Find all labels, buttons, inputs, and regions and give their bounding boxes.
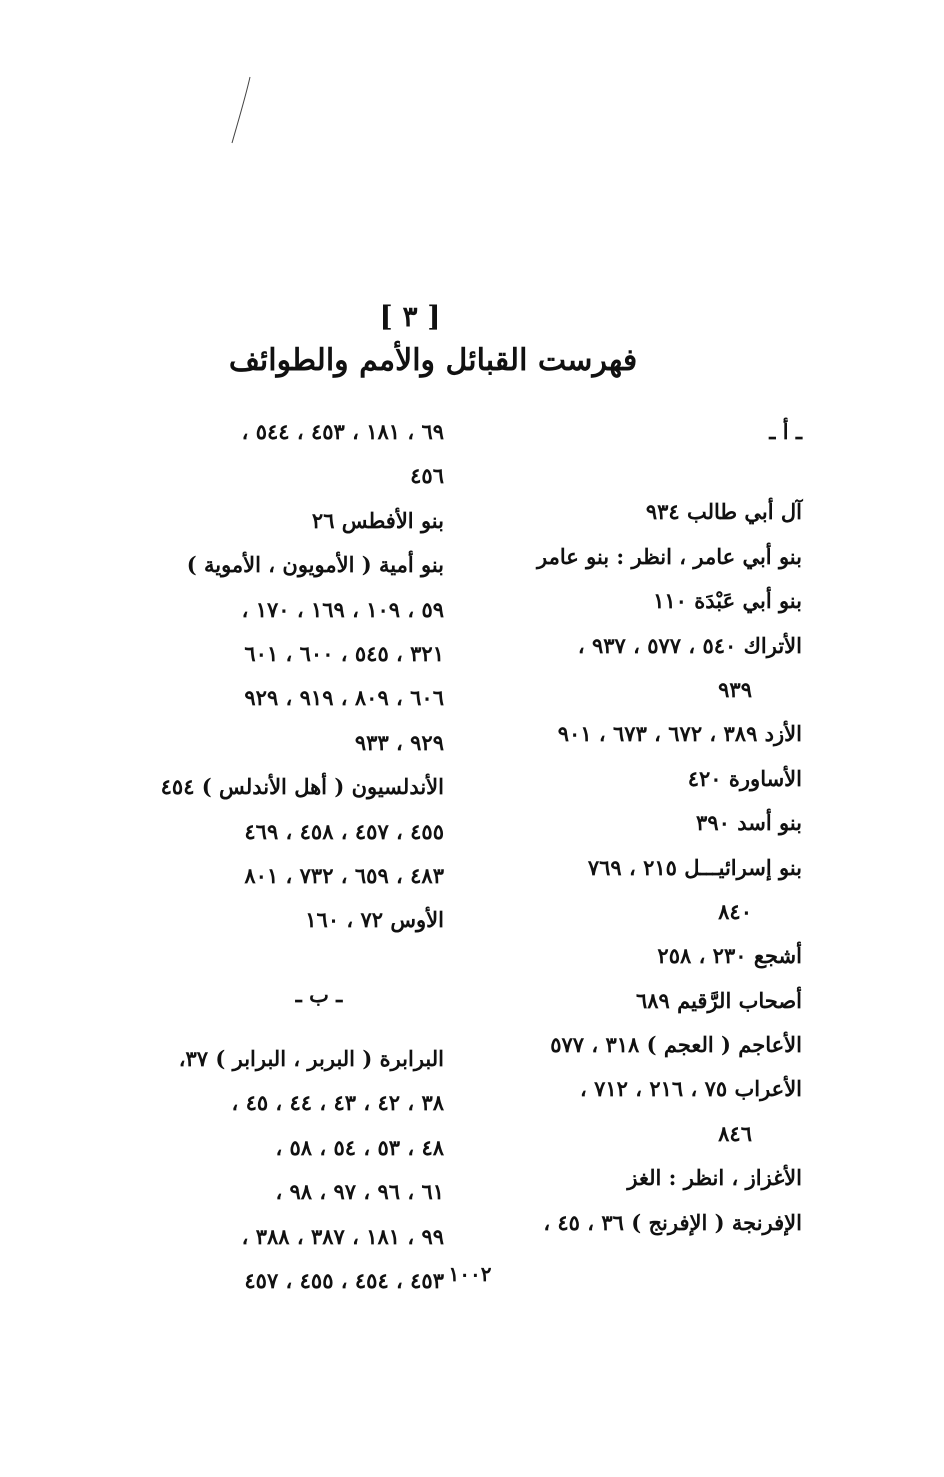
index-entry: أشجع ٢٣٠ ، ٢٥٨ — [657, 943, 802, 969]
index-entry: الأعاجم ( العجم ) ٣١٨ ، ٥٧٧ — [550, 1032, 802, 1058]
letter-heading-ba: ـ ب ـ — [295, 981, 343, 1007]
index-entry-continuation: ٤٥٣ ، ٤٥٤ ، ٤٥٥ ، ٤٥٧ — [244, 1268, 444, 1294]
index-entry-continuation: ٤٨ ، ٥٣ ، ٥٤ ، ٥٨ ، — [275, 1134, 444, 1160]
index-entry-continuation: ٨٤٦ — [718, 1120, 752, 1146]
index-entry: الأغزاز ، انظر : الغز — [627, 1165, 802, 1191]
index-entry-continuation: ٨٤٠ — [718, 898, 752, 924]
index-entry: بنو أمية ( الأمويون ، الأموية ) — [186, 552, 444, 578]
index-entry-continuation: ٦٠٦ ، ٨٠٩ ، ٩١٩ ، ٩٢٩ — [244, 685, 444, 711]
section-number: [ ٣ ] — [379, 300, 441, 333]
page-number: ١٠٠٢ — [448, 1262, 492, 1286]
index-entry-continuation: ٥٩ ، ١٠٩ ، ١٦٩ ، ١٧٠ ، — [241, 596, 444, 622]
spacer — [482, 454, 802, 490]
index-entry-continuation: ٦١ ، ٩٦ ، ٩٧ ، ٩٨ ، — [275, 1179, 444, 1205]
index-entry: بنو أسد ٣٩٠ — [696, 810, 802, 836]
index-entry: بنو الأفطس ٢٦ — [311, 507, 444, 533]
index-entry: الأتراك ٥٤٠ ، ٥٧٧ ، ٩٣٧ ، — [577, 632, 802, 658]
index-entry-continuation: ٤٥٦ — [410, 463, 444, 489]
index-title: فهرست القبائل والأمم والطوائف — [228, 343, 638, 378]
right-column — [482, 410, 802, 1245]
letter-heading-alif: ـ أ ـ — [769, 419, 802, 444]
index-entry-continuation: ٩٣٩ — [718, 676, 752, 702]
index-entry: الأزد ٣٨٩ ، ٦٧٢ ، ٦٧٣ ، ٩٠١ — [557, 721, 802, 747]
index-entry: الأندلسيون ( أهل الأندلس ) ٤٥٤ — [160, 774, 444, 800]
index-entry-continuation: ٣٢١ ، ٥٤٥ ، ٦٠٠ ، ٦٠١ — [244, 640, 444, 666]
index-entry-continuation: ٤٨٣ ، ٦٥٩ ، ٧٣٢ ، ٨٠١ — [244, 862, 444, 888]
index-entry: الأوس ٧٢ ، ١٦٠ — [305, 907, 444, 933]
index-entry-continuation: ٩٩ ، ١٨١ ، ٣٨٧ ، ٣٨٨ ، — [241, 1223, 444, 1249]
index-entry: البرابرة ( البربر ، البرابر ) ٣٧، — [178, 1046, 444, 1072]
left-column — [104, 410, 444, 1303]
index-entry-continuation: ٤٥٥ ، ٤٥٧ ، ٤٥٨ ، ٤٦٩ — [244, 818, 444, 844]
index-entry-continuation: ٩٢٩ ، ٩٣٣ — [354, 729, 444, 755]
spacer — [104, 1017, 444, 1037]
index-entry: الإفرنجة ( الإفرنج ) ٣٦ ، ٤٥ ، — [543, 1209, 802, 1235]
index-entry: آل أبي طالب ٩٣٤ — [645, 499, 802, 525]
index-entry-continuation: ٦٩ ، ١٨١ ، ٤٥٣ ، ٥٤٤ ، — [241, 419, 444, 444]
index-entry: بنو إسرائيـــل ٢١٥ ، ٧٦٩ — [587, 854, 802, 880]
index-entry: الأساورة ٤٢٠ — [687, 765, 802, 791]
index-entry: بنو أبي عَبْدَة ١١٠ — [653, 588, 802, 614]
index-entry: الأعراب ٧٥ ، ٢١٦ ، ٧١٢ ، — [580, 1076, 802, 1102]
index-entry: بنو أبي عامر ، انظر : بنو عامر — [537, 543, 802, 569]
pen-stroke-mark — [228, 75, 258, 145]
spacer — [104, 943, 444, 973]
index-entry: أصحاب الرَّقيم ٦٨٩ — [635, 987, 802, 1013]
index-entry-continuation: ٣٨ ، ٤٢ ، ٤٣ ، ٤٤ ، ٤٥ ، — [231, 1090, 444, 1116]
